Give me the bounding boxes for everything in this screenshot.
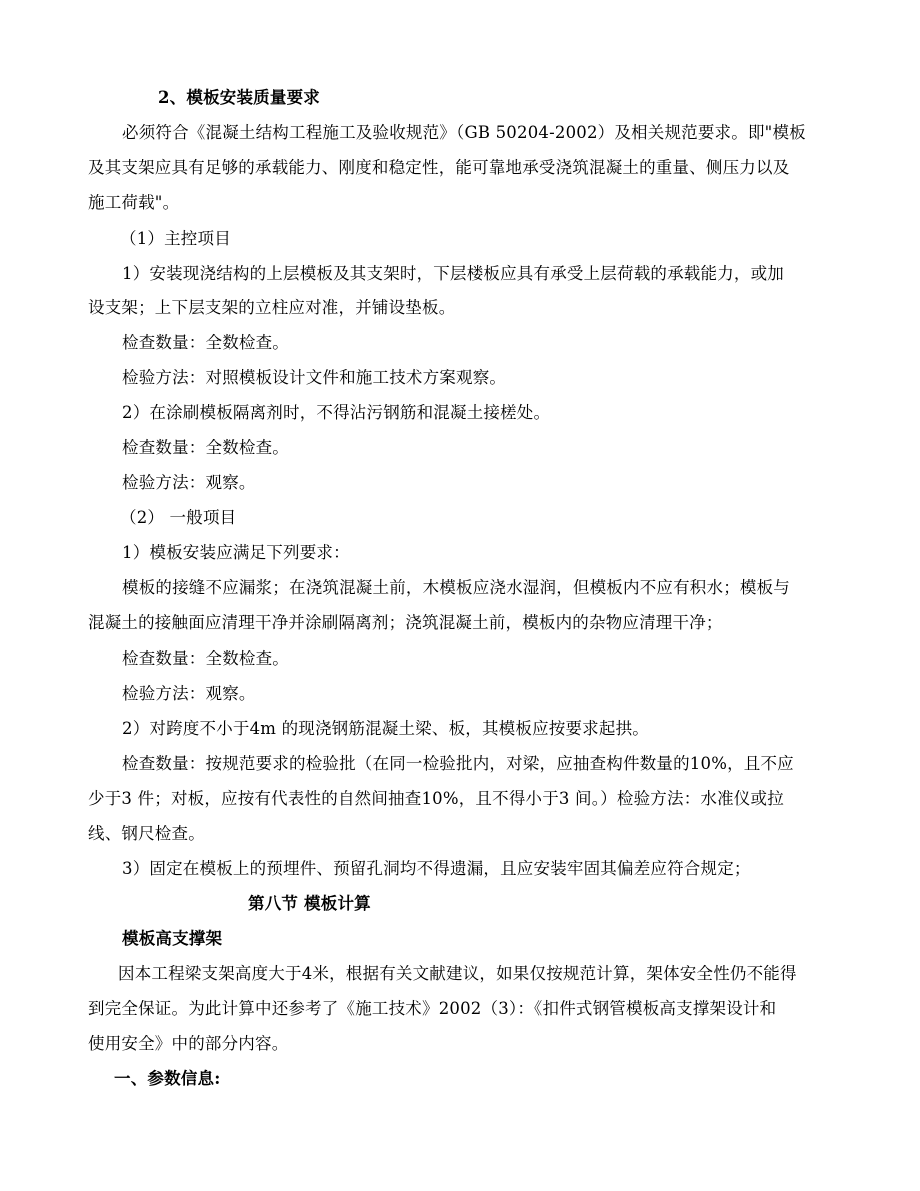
subheading-general-items: （2） 一般项目 xyxy=(120,508,237,527)
subsection-title: 模板高支撑架 xyxy=(122,929,223,948)
paragraph-line: 使用安全》中的部分内容。 xyxy=(88,1034,289,1053)
params-heading: 一、参数信息: xyxy=(114,1069,221,1088)
check-method: 检验方法：对照模板设计文件和施工技术方案观察。 xyxy=(122,368,507,387)
paragraph-line: 必须符合《混凝土结构工程施工及验收规范》（GB 50204-2002）及相关规范要求。即"模板 xyxy=(122,123,806,142)
paragraph-line: 因本工程梁支架高度大于4米，根据有关文献建议，如果仅按规范计算，架体安全性仍不能得 xyxy=(118,964,797,983)
check-method: 检验方法：观察。 xyxy=(122,473,256,492)
paragraph-line: 3）固定在模板上的预埋件、预留孔洞均不得遗漏，且应安装牢固其偏差应符合规定； xyxy=(122,859,751,878)
paragraph-line: 混凝土的接触面应清理干净并涂刷隔离剂；浇筑混凝土前，模板内的杂物应清理干净； xyxy=(88,613,723,632)
subheading-main-items: （1）主控项目 xyxy=(120,229,231,248)
paragraph-line: 线、钢尺检查。 xyxy=(88,824,205,843)
paragraph-line: 模板的接缝不应漏浆；在浇筑混凝土前，木模板应浇水湿润，但模板内不应有积水；模板与 xyxy=(122,578,790,597)
check-method: 检验方法：观察。 xyxy=(122,684,256,703)
paragraph-line: 施工荷载"。 xyxy=(88,193,180,212)
paragraph-line: 少于3 件；对板，应按有代表性的自然间抽查10%，且不得小于3 间。）检验方法：水准仪或拉 xyxy=(88,789,784,808)
section-title: 第八节 模板计算 xyxy=(248,894,371,913)
paragraph-line: 1）模板安装应满足下列要求： xyxy=(122,543,350,562)
paragraph-line: 2）在涂刷模板隔离剂时，不得沾污钢筋和混凝土接槎处。 xyxy=(122,403,551,422)
paragraph-line: 1）安装现浇结构的上层模板及其支架时，下层楼板应具有承受上层荷载的承载能力，或加 xyxy=(122,264,784,283)
check-quantity: 检查数量：全数检查。 xyxy=(122,333,289,352)
paragraph-line: 设支架；上下层支架的立柱应对准，并铺设垫板。 xyxy=(88,298,456,317)
check-quantity: 检查数量：全数检查。 xyxy=(122,649,289,668)
check-quantity: 检查数量：按规范要求的检验批（在同一检验批内，对梁，应抽查构件数量的10%，且不应 xyxy=(122,754,794,773)
paragraph-line: 到完全保证。为此计算中还参考了《施工技术》2002（3）：《扣件式钢管模板高支撑架设计和 xyxy=(88,999,777,1018)
paragraph-line: 及其支架应具有足够的承载能力、刚度和稳定性，能可靠地承受浇筑混凝土的重量、侧压力以及 xyxy=(88,158,790,177)
heading-quality-requirements: 2、模板安装质量要求 xyxy=(158,88,320,107)
check-quantity: 检查数量：全数检查。 xyxy=(122,438,289,457)
paragraph-line: 2）对跨度不小于4m 的现浇钢筋混凝土梁、板，其模板应按要求起拱。 xyxy=(122,719,649,738)
